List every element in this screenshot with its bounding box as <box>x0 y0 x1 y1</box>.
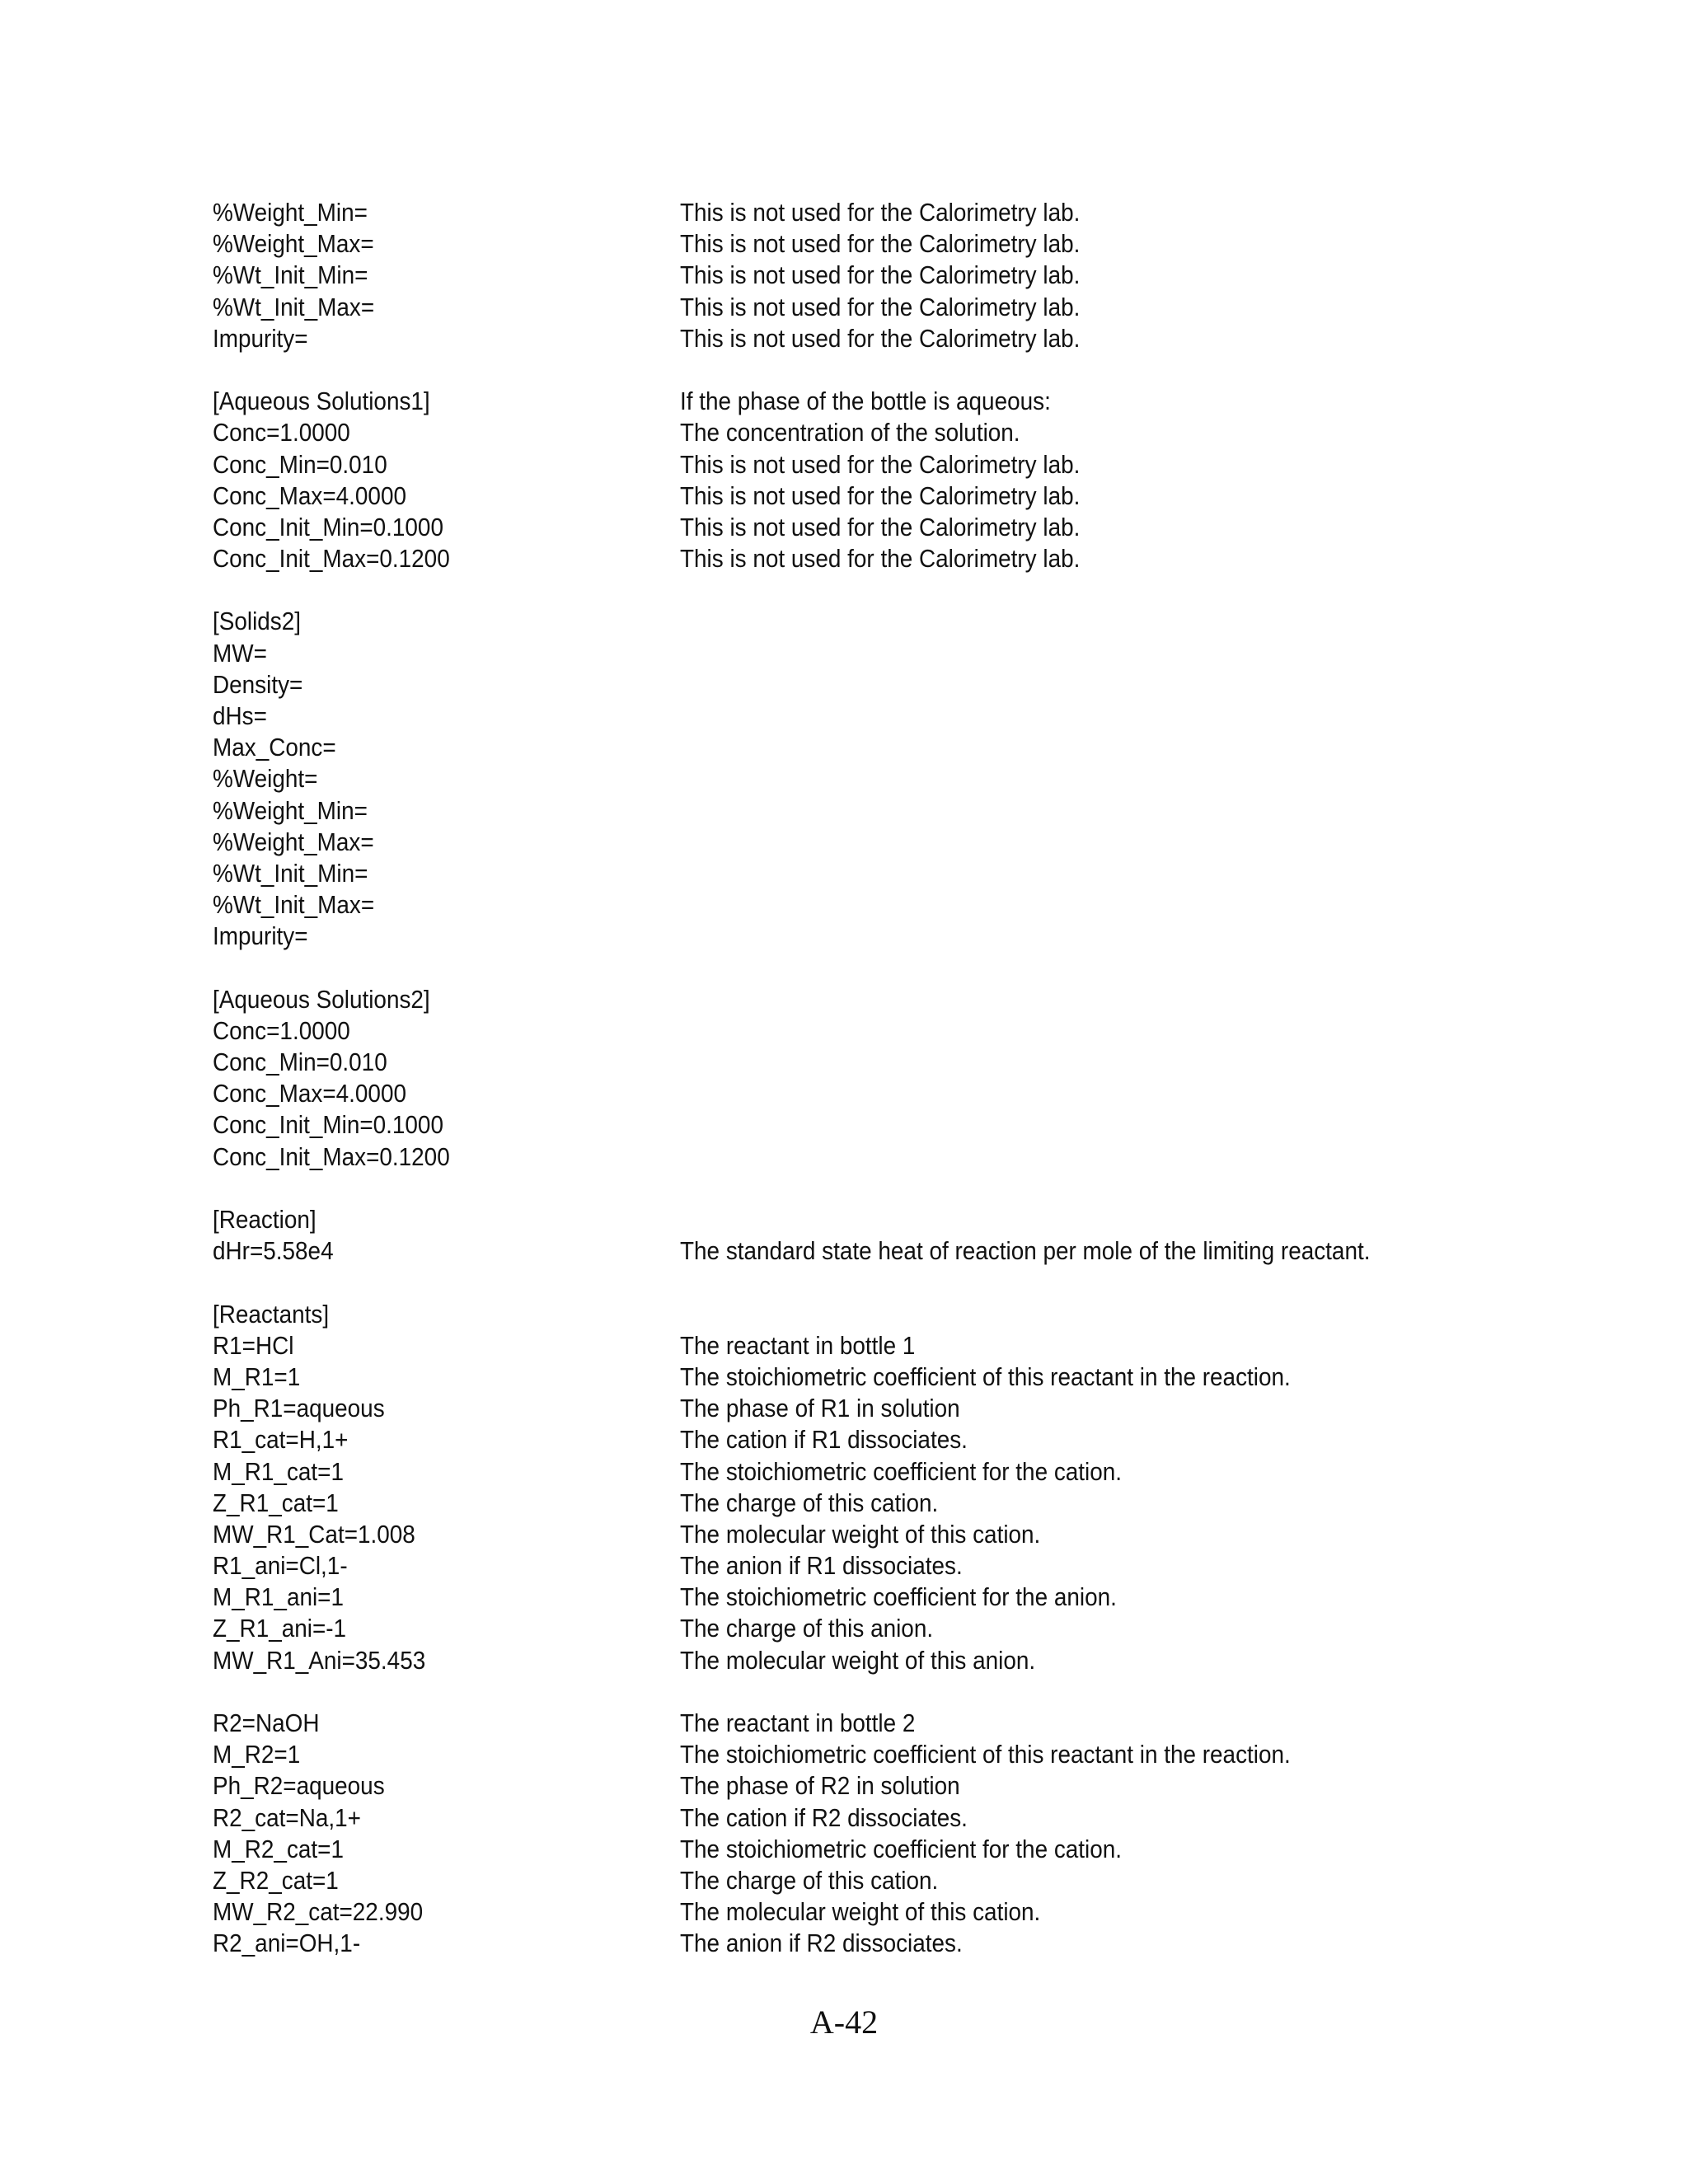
config-key: dHs= <box>213 701 267 730</box>
config-key: MW_R1_Cat=1.008 <box>213 1519 415 1549</box>
config-line <box>213 701 1437 732</box>
config-key: [Aqueous Solutions2] <box>213 984 430 1014</box>
config-description: The stoichiometric coefficient for the anion. <box>680 1582 1117 1612</box>
document-body <box>213 197 1437 1960</box>
config-line <box>213 1424 1437 1455</box>
config-key: Conc=1.0000 <box>213 1015 350 1045</box>
config-key: Ph_R1=aqueous <box>213 1394 385 1423</box>
config-line <box>213 858 1437 889</box>
config-description: The reactant in bottle 1 <box>680 1330 916 1360</box>
config-line <box>213 512 1437 543</box>
config-line <box>213 1204 1437 1235</box>
config-key: [Solids2] <box>213 607 302 636</box>
config-description: The stoichiometric coefficient for the cation. <box>680 1456 1123 1486</box>
config-key: Conc_Max=4.0000 <box>213 480 406 510</box>
config-key: %Weight= <box>213 764 318 794</box>
config-description: The molecular weight of this cation. <box>680 1519 1041 1549</box>
config-line <box>213 1708 1437 1739</box>
config-line <box>213 1928 1437 1959</box>
config-description: The concentration of the solution. <box>680 418 1020 448</box>
config-key: Conc_Min=0.010 <box>213 1047 387 1077</box>
config-line <box>213 1739 1437 1770</box>
config-line <box>213 480 1437 512</box>
config-key: Density= <box>213 669 303 699</box>
config-key: R2_cat=Na,1+ <box>213 1802 361 1832</box>
config-key: %Weight_Min= <box>213 198 368 227</box>
config-description: The charge of this anion. <box>680 1614 934 1643</box>
config-line <box>213 228 1437 260</box>
config-key: Ph_R2=aqueous <box>213 1771 385 1801</box>
config-line <box>213 1865 1437 1896</box>
config-line <box>213 1047 1437 1078</box>
blank-line <box>213 1173 1437 1204</box>
config-description: This is not used for the Calorimetry lab. <box>680 544 1081 574</box>
config-line <box>213 1582 1437 1613</box>
config-description: The stoichiometric coefficient of this reactant in the reaction. <box>680 1740 1291 1769</box>
config-key: M_R1_ani=1 <box>213 1582 344 1612</box>
config-line <box>213 417 1437 448</box>
config-key: M_R1_cat=1 <box>213 1456 344 1486</box>
config-line <box>213 1015 1437 1047</box>
config-line <box>213 386 1437 417</box>
config-line <box>213 1550 1437 1582</box>
blank-line <box>213 1676 1437 1708</box>
config-line <box>213 889 1437 921</box>
config-key: MW= <box>213 638 267 668</box>
config-line <box>213 1109 1437 1141</box>
config-key: MW_R1_Ani=35.453 <box>213 1645 426 1675</box>
config-line <box>213 1645 1437 1676</box>
config-key: %Wt_Init_Max= <box>213 292 375 321</box>
config-line <box>213 543 1437 574</box>
config-description: This is not used for the Calorimetry lab. <box>680 480 1081 510</box>
config-line <box>213 1834 1437 1865</box>
config-line <box>213 763 1437 794</box>
config-key: Z_R1_cat=1 <box>213 1488 339 1517</box>
config-key: Conc_Init_Min=0.1000 <box>213 1110 443 1140</box>
config-line <box>213 197 1437 228</box>
config-description: This is not used for the Calorimetry lab. <box>680 323 1081 353</box>
config-description: The stoichiometric coefficient for the cation. <box>680 1834 1123 1863</box>
blank-line <box>213 953 1437 984</box>
config-line <box>213 1393 1437 1424</box>
config-key: %Wt_Init_Min= <box>213 260 368 290</box>
config-key: Conc_Init_Max=0.1200 <box>213 544 450 574</box>
config-description: If the phase of the bottle is aqueous: <box>680 387 1051 416</box>
config-key: Conc_Max=4.0000 <box>213 1079 406 1108</box>
config-line <box>213 669 1437 701</box>
config-description: This is not used for the Calorimetry lab. <box>680 449 1081 479</box>
config-line <box>213 1141 1437 1173</box>
config-key: MW_R2_cat=22.990 <box>213 1897 424 1927</box>
config-description: The anion if R1 dissociates. <box>680 1551 963 1581</box>
config-description: The phase of R1 in solution <box>680 1394 960 1423</box>
config-line <box>213 1361 1437 1393</box>
config-key: R2=NaOH <box>213 1708 320 1737</box>
config-key: M_R2=1 <box>213 1740 301 1769</box>
config-key: dHr=5.58e4 <box>213 1236 334 1266</box>
blank-line <box>213 354 1437 386</box>
config-key: R1_ani=Cl,1- <box>213 1551 348 1581</box>
config-line <box>213 1488 1437 1519</box>
config-line <box>213 606 1437 637</box>
config-description: The anion if R2 dissociates. <box>680 1929 963 1958</box>
config-line <box>213 732 1437 763</box>
config-key: Max_Conc= <box>213 733 336 762</box>
config-description: This is not used for the Calorimetry lab. <box>680 260 1081 290</box>
config-line <box>213 1330 1437 1361</box>
page-number: A-42 <box>809 2004 879 2041</box>
config-key: R1=HCl <box>213 1330 294 1360</box>
config-key: Conc_Init_Min=0.1000 <box>213 512 443 541</box>
config-key: %Weight_Max= <box>213 229 374 259</box>
config-line <box>213 795 1437 827</box>
config-key: [Reactants] <box>213 1299 330 1329</box>
config-description: This is not used for the Calorimetry lab. <box>680 198 1081 227</box>
config-description: This is not used for the Calorimetry lab. <box>680 512 1081 541</box>
config-key: R2_ani=OH,1- <box>213 1929 361 1958</box>
config-line <box>213 827 1437 858</box>
config-key: Conc=1.0000 <box>213 418 350 448</box>
config-key: R1_cat=H,1+ <box>213 1425 349 1455</box>
config-description: The charge of this cation. <box>680 1865 939 1895</box>
config-line <box>213 1078 1437 1109</box>
config-line <box>213 1519 1437 1550</box>
config-key: M_R2_cat=1 <box>213 1834 344 1863</box>
config-key: Conc_Min=0.010 <box>213 449 387 479</box>
config-key: [Reaction] <box>213 1205 316 1234</box>
config-key: M_R1=1 <box>213 1361 301 1391</box>
config-key: %Weight_Max= <box>213 827 374 856</box>
config-description: This is not used for the Calorimetry lab. <box>680 229 1081 259</box>
config-key: %Weight_Min= <box>213 795 368 825</box>
config-line <box>213 323 1437 354</box>
config-description: The cation if R1 dissociates. <box>680 1425 968 1455</box>
config-key: [Aqueous Solutions1] <box>213 387 430 416</box>
config-key: Conc_Init_Max=0.1200 <box>213 1141 450 1171</box>
config-description: The molecular weight of this cation. <box>680 1897 1041 1927</box>
blank-line <box>213 1267 1437 1298</box>
config-line <box>213 1802 1437 1834</box>
config-description: The molecular weight of this anion. <box>680 1645 1036 1675</box>
config-line <box>213 921 1437 952</box>
config-description: The standard state heat of reaction per mole of the limiting reactant. <box>680 1236 1371 1266</box>
config-description: The charge of this cation. <box>680 1488 939 1517</box>
config-line <box>213 1456 1437 1488</box>
config-line <box>213 449 1437 480</box>
config-line <box>213 1896 1437 1928</box>
config-key: Impurity= <box>213 921 308 951</box>
config-line <box>213 260 1437 291</box>
config-key: Z_R2_cat=1 <box>213 1865 339 1895</box>
config-line <box>213 292 1437 323</box>
config-key: %Wt_Init_Min= <box>213 858 368 888</box>
config-key: %Wt_Init_Max= <box>213 890 375 920</box>
config-description: The phase of R2 in solution <box>680 1771 960 1801</box>
config-key: Z_R1_ani=-1 <box>213 1614 347 1643</box>
config-line <box>213 1299 1437 1330</box>
config-description: The reactant in bottle 2 <box>680 1708 916 1737</box>
config-line <box>213 984 1437 1015</box>
config-line <box>213 638 1437 669</box>
config-description: The stoichiometric coefficient of this reactant in the reaction. <box>680 1361 1291 1391</box>
config-description: The cation if R2 dissociates. <box>680 1802 968 1832</box>
config-line <box>213 1613 1437 1644</box>
blank-line <box>213 574 1437 606</box>
config-line <box>213 1770 1437 1802</box>
config-description: This is not used for the Calorimetry lab. <box>680 292 1081 321</box>
config-line <box>213 1235 1437 1267</box>
config-key: Impurity= <box>213 323 308 353</box>
